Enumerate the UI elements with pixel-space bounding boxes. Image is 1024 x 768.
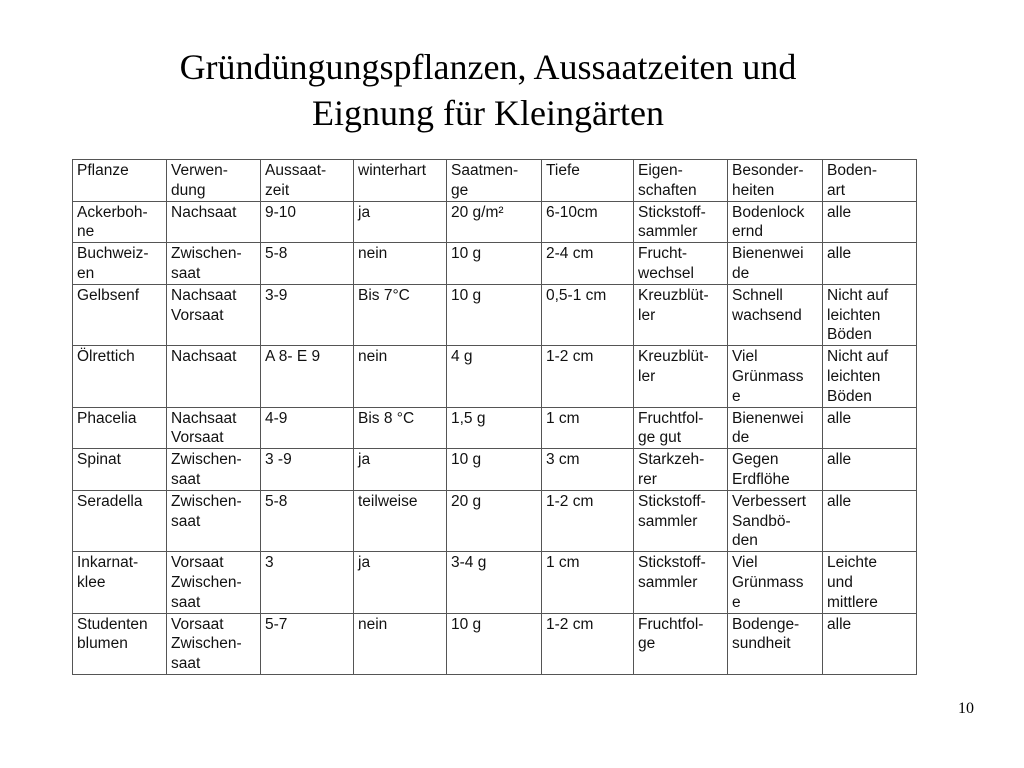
table-row [73,346,917,407]
table-cell: alle [823,449,917,491]
table-cell: teilweise [354,490,447,551]
table-cell: Stickstoff- sammler [634,490,728,551]
table-cell: Nachsaat [167,346,261,407]
table-cell: Nicht auf leichten Böden [823,346,917,407]
column-header: Tiefe [542,160,634,202]
title-line-1: Gründüngungspflanzen, Aussaatzeiten und [179,47,797,87]
table-cell: 5-8 [261,490,354,551]
table-cell: Studenten blumen [73,613,167,674]
table-cell: Seradella [73,490,167,551]
table-cell: Starkzeh- rer [634,449,728,491]
table-cell: Kreuzblüt- ler [634,346,728,407]
table-cell: 6-10cm [542,201,634,243]
table-cell: 9-10 [261,201,354,243]
column-header: Besonder- heiten [728,160,823,202]
table-cell: Bis 7°C [354,284,447,345]
table-cell: 2-4 cm [542,243,634,285]
title-line-2: Eignung für Kleingärten [312,93,664,133]
table-cell: alle [823,201,917,243]
table-cell: Vorsaat Zwischen- saat [167,552,261,613]
table-cell: 3-9 [261,284,354,345]
table-cell: Nachsaat Vorsaat [167,284,261,345]
table-cell: 3 -9 [261,449,354,491]
table-cell: 0,5-1 cm [542,284,634,345]
table-cell: 5-8 [261,243,354,285]
table-cell: Viel Grünmass e [728,346,823,407]
table-cell: Phacelia [73,407,167,449]
table-cell: Inkarnat- klee [73,552,167,613]
table-cell: nein [354,243,447,285]
table-cell: alle [823,243,917,285]
table-cell: Bodenlock ernd [728,201,823,243]
column-header: Verwen- dung [167,160,261,202]
table-container [72,159,916,675]
table-cell: alle [823,407,917,449]
table-cell: Ölrettich [73,346,167,407]
table-cell: Bienenwei de [728,243,823,285]
table-cell: A 8- E 9 [261,346,354,407]
table-cell: Nicht auf leichten Böden [823,284,917,345]
column-header: winterhart [354,160,447,202]
table-cell: Leichte und mittlere [823,552,917,613]
table-cell: 3 cm [542,449,634,491]
table-cell: Zwischen- saat [167,243,261,285]
green-manure-table [72,159,917,675]
table-cell: Stickstoff- sammler [634,552,728,613]
table-cell: nein [354,346,447,407]
table-cell: Fruchtfol- ge gut [634,407,728,449]
table-cell: Viel Grünmass e [728,552,823,613]
table-cell: Bienenwei de [728,407,823,449]
column-header: Boden- art [823,160,917,202]
table-cell: Bodenge- sundheit [728,613,823,674]
table-cell: 5-7 [261,613,354,674]
table-cell: Vorsaat Zwischen- saat [167,613,261,674]
table-cell: 1 cm [542,552,634,613]
table-cell: alle [823,613,917,674]
table-cell: 20 g [447,490,542,551]
table-cell: 3 [261,552,354,613]
table-cell: nein [354,613,447,674]
table-cell: Stickstoff- sammler [634,201,728,243]
table-row [73,449,917,491]
table-cell: Frucht- wechsel [634,243,728,285]
table-cell: Verbessert Sandbö- den [728,490,823,551]
table-cell: 1 cm [542,407,634,449]
table-cell: 10 g [447,449,542,491]
table-row [73,407,917,449]
table-cell: 1-2 cm [542,346,634,407]
table-cell: 20 g/m² [447,201,542,243]
table-header-row [73,160,917,202]
column-header: Pflanze [73,160,167,202]
table-cell: Fruchtfol- ge [634,613,728,674]
table-cell: Schnell wachsend [728,284,823,345]
table-cell: Ackerboh- ne [73,201,167,243]
table-cell: ja [354,201,447,243]
table-cell: ja [354,552,447,613]
table-cell: Kreuzblüt- ler [634,284,728,345]
table-cell: Bis 8 °C [354,407,447,449]
table-cell: Spinat [73,449,167,491]
table-cell: 10 g [447,613,542,674]
table-cell: 10 g [447,284,542,345]
page-number: 10 [958,700,974,717]
table-cell: Buchweiz- en [73,243,167,285]
table-cell: Gegen Erdflöhe [728,449,823,491]
column-header: Saatmen- ge [447,160,542,202]
table-cell: 1-2 cm [542,613,634,674]
column-header: Eigen- schaften [634,160,728,202]
column-header: Aussaat- zeit [261,160,354,202]
table-cell: 4-9 [261,407,354,449]
table-cell: Zwischen- saat [167,490,261,551]
table-row [73,201,917,243]
table-row [73,284,917,345]
table-row [73,552,917,613]
table-cell: 4 g [447,346,542,407]
table-cell: 1-2 cm [542,490,634,551]
table-cell: ja [354,449,447,491]
slide-title [0,44,976,136]
table-cell: Nachsaat Vorsaat [167,407,261,449]
table-cell: Gelbsenf [73,284,167,345]
table-cell: Nachsaat [167,201,261,243]
table-row [73,243,917,285]
table-cell: 10 g [447,243,542,285]
table-cell: Zwischen- saat [167,449,261,491]
table-cell: alle [823,490,917,551]
table-cell: 3-4 g [447,552,542,613]
table-row [73,490,917,551]
table-row [73,613,917,674]
table-cell: 1,5 g [447,407,542,449]
